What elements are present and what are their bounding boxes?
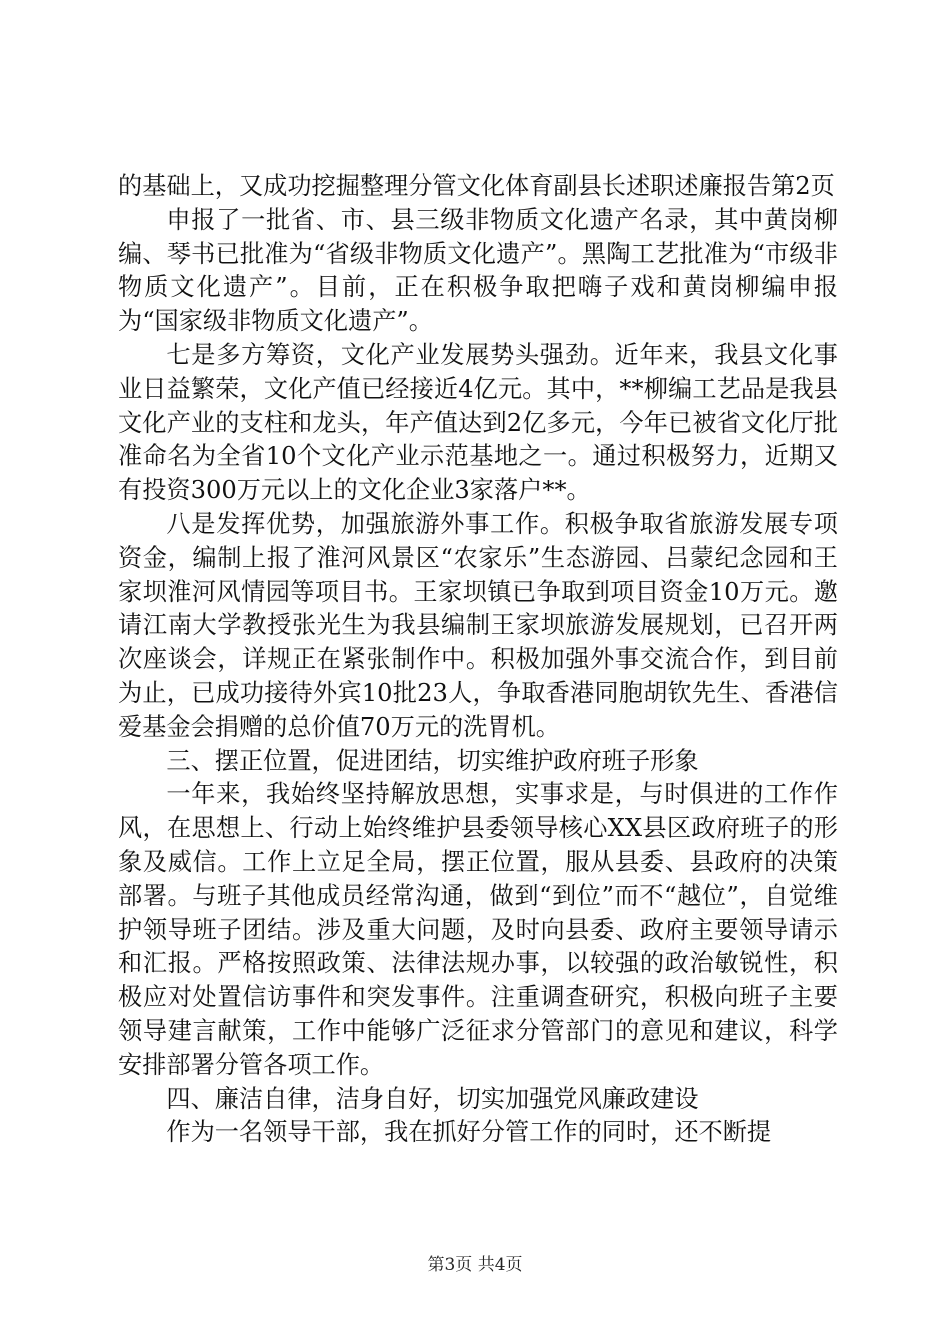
paragraph-integrity: 作为一名领导干部，我在抓好分管工作的同时，还不断提 — [166, 1118, 772, 1147]
section-heading-4: 四、廉洁自律，洁身自好，切实加强党风廉政建设 — [166, 1084, 699, 1113]
paragraph-intangible-heritage: 申报了一批省、市、县三级非物质文化遗产名录，其中黄岗柳编、琴书已批准为“省级非物质文化遗产”。黑陶工艺批准为“市级非物质文化遗产”。目前，正在积极争取把嗨子戏和黄岗柳编申报为“国家级非物质文化遗产”。 — [118, 205, 838, 336]
page-footer — [0, 1254, 950, 1276]
paragraph-tourism-foreign-affairs: 八是发挥优势，加强旅游外事工作。积极争取省旅游发展专项资金，编制上报了淮河风景区“农家乐”生态游园、吕蒙纪念园和王家坝淮河风情园等项目书。王家坝镇已争取到项目资金10万元。邀请江南大学教授张光生为我县编制王家坝旅游发展规划，已召开两次座谈会，详规正在紧张制作中。积极加强外事交流合作，到目前为止，已成功接待外宾10批23人，争取香港同胞胡钦先生、香港信爱基金会捐赠的总价值70万元的洗胃机。 — [118, 509, 838, 741]
page-number-label: 第3页 共4页 — [427, 1255, 523, 1275]
paragraph-government-image: 一年来，我始终坚持解放思想，实事求是，与时俱进的工作作风，在思想上、行动上始终维护县委领导核心XX县区政府班子的形象及威信。工作上立足全局，摆正位置，服从县委、县政府的决策部署。与班子其他成员经常沟通，做到“到位”而不“越位”，自觉维护领导班子团结。涉及重大问题，及时向县委、政府主要领导请示和汇报。严格按照政策、法律法规办事，以较强的政治敏锐性，积极应对处置信访事件和突发事件。注重调查研究，积极向班子主要领导建言献策，工作中能够广泛征求分管部门的意见和建议，科学安排部署分管各项工作。 — [118, 780, 838, 1079]
document-body — [118, 170, 838, 1150]
paragraph-cultural-industry: 七是多方筹资，文化产业发展势头强劲。近年来，我县文化事业日益繁荣，文化产值已经接近4亿元。其中，**柳编工艺品是我县文化产业的支柱和龙头，年产值达到2亿多元，今年已被省文化厅批准命名为全省10个文化产业示范基地之一。通过积极努力，近期又有投资300万元以上的文化企业3家落户**。 — [118, 340, 838, 505]
paragraph-continuation: 的基础上，又成功挖掘整理分管文化体育副县长述职述廉报告第2页 — [118, 172, 835, 200]
section-heading-3: 三、摆正位置，促进团结，切实维护政府班子形象 — [166, 746, 699, 775]
